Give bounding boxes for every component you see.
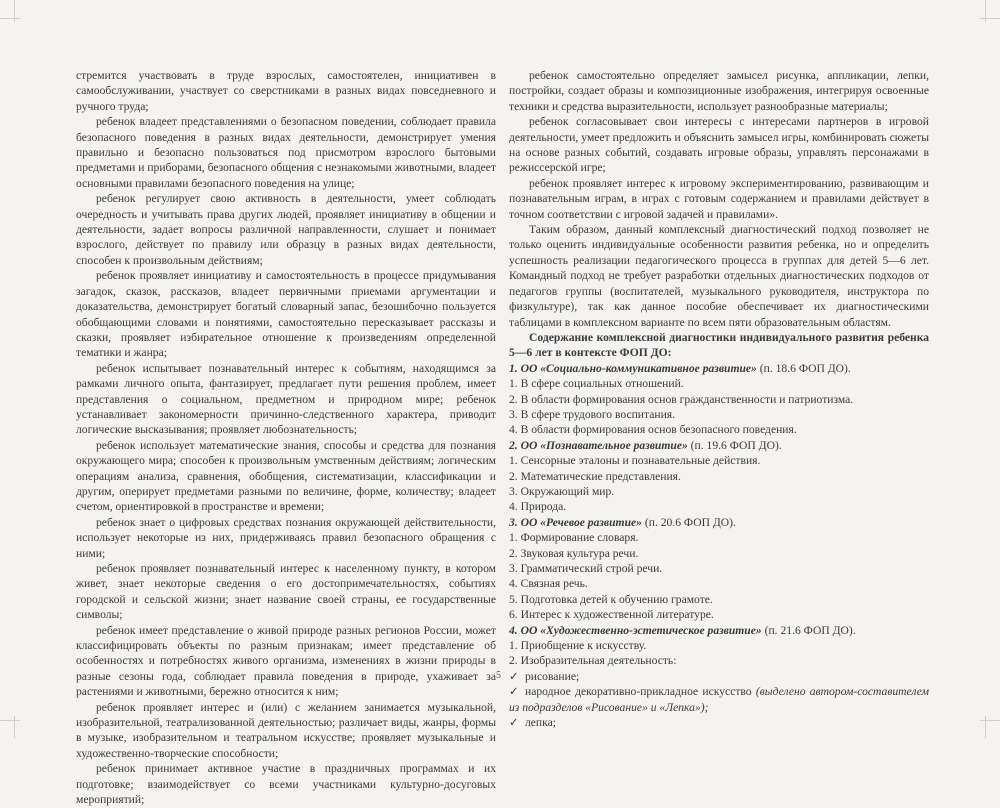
section-number: 1. ОО xyxy=(509,361,538,375)
page-number: 5 xyxy=(496,670,501,681)
checklist-text: народное декоративно-прикладное искусство xyxy=(525,685,752,699)
section-title xyxy=(509,438,929,453)
section-name: «Социально-коммуникативное развитие» xyxy=(540,361,757,375)
list-item: 3. В сфере трудового воспитания. xyxy=(509,407,676,421)
checkmark-icon: ✓ xyxy=(509,716,519,730)
paragraph: ребенок принимает активное участие в праздничных программах и их подготовке; взаимодействует со всеми участниками культурно-досуговых мероприятий; xyxy=(76,762,496,807)
checklist-item xyxy=(509,684,929,715)
section-ref: (п. 19.6 ФОП ДО). xyxy=(690,438,782,452)
section-ref: (п. 21.6 ФОП ДО). xyxy=(764,623,856,637)
checkmark-icon: ✓ xyxy=(509,685,519,699)
checklist-text: лепка; xyxy=(525,716,556,730)
section-name: «Познавательное развитие» xyxy=(540,438,688,452)
section-number: 4. ОО xyxy=(509,623,538,637)
checklist-text: рисование; xyxy=(525,669,580,683)
list-item: 4. Природа. xyxy=(509,500,567,514)
paragraph: ребенок имеет представление о живой природе разных регионов России, может классифицировать объекты по разным признакам; имеет представление об особенностях и потребностях живого организма, изменениях в жизни природы в разные сезоны года, соблюдает правила поведения в природе, ухаживает за растениями и животными, бережно относится к ним; xyxy=(76,623,496,699)
section-title xyxy=(509,361,929,376)
list-item: 1. Сенсорные эталоны и познавательные действия. xyxy=(509,454,761,468)
list-item: 1. Приобщение к искусству. xyxy=(509,639,647,653)
paragraph: ребенок использует математические знания, способы и средства для познания окружающего мира; способен к произвольным умственным действиям; логическим операциям анализа, сравнения, обобщения, систематизации, классификации и другим, оперирует предметами разными по величине, форме, количеству; владеет счетом, ориентировкой в пространстве и времени; xyxy=(76,438,496,514)
paragraph: ребенок проявляет интерес к игровому экспериментированию, развивающим и познавательным играм, в играх с готовым содержанием и правилами действует в точном соответствии с игровой задачей и правилами». xyxy=(509,176,929,221)
paragraph: ребенок согласовывает свои интересы с интересами партнеров в игровой деятельности, умеет предложить и объяснить замысел игры, комбинировать сюжеты на основе разных событий, создавать игровые образы, управлять персонажами в режиссерской игре; xyxy=(509,115,929,175)
list-item: 2. Математические представления. xyxy=(509,469,681,483)
section-ref: (п. 20.6 ФОП ДО). xyxy=(644,515,736,529)
checkmark-icon: ✓ xyxy=(509,669,519,683)
list-item: 4. В области формирования основ безопасного поведения. xyxy=(509,423,797,437)
section-heading: Содержание комплексной диагностики индивидуального развития ребенка 5—6 лет в контексте ФОП ДО: xyxy=(509,330,929,360)
crop-mark xyxy=(980,18,1000,19)
paragraph: ребенок проявляет инициативу и самостоятельность в процессе придумывания загадок, сказок, рассказов, владеет первичными приемами аргументации и доказательства, демонстрирует богатый словарный запас, безошибочно пользуется обобщающими словами и понятиями, самостоятельно пересказывает рассказы и сказки, проявляет избирательное отношение к произведениям определенной тематики и жанра; xyxy=(76,269,496,360)
list-item: 5. Подготовка детей к обучению грамоте. xyxy=(509,592,713,606)
list-item: 2. Изобразительная деятельность: xyxy=(509,654,677,668)
checklist-note: (выделено автором-составителем из подразделов «Рисование» и «Лепка»); xyxy=(509,685,929,714)
crop-mark xyxy=(980,720,1000,721)
list-item: 1. Формирование словаря. xyxy=(509,531,639,545)
paragraph: ребенок самостоятельно определяет замысел рисунка, аппликации, лепки, постройки, создает образы и композиционные изображения, интегрируя освоенные техники и средства выразительности, использует разнообразные материалы; xyxy=(509,69,929,113)
crop-mark xyxy=(0,18,20,19)
paragraph: ребенок испытывает познавательный интерес к событиям, находящимся за рамками личного опыта, фантазирует, предлагает пути решения проблем, имеет представления о социальном, предметном и природном мире; ребенок устанавливает закономерности причинно-следственного характера, приводит логические высказывания; проявляет любознательность; xyxy=(76,361,496,437)
section-number: 3. ОО xyxy=(509,515,538,529)
section-number: 2. ОО xyxy=(509,438,538,452)
section-title xyxy=(509,515,929,530)
paragraph: стремится участвовать в труде взрослых, самостоятелен, инициативен в самообслуживании, участвует со сверстниками в разных видах повседневного и ручного труда; xyxy=(76,69,496,113)
right-column xyxy=(509,68,929,730)
list-item: 4. Связная речь. xyxy=(509,577,588,591)
list-item: 1. В сфере социальных отношений. xyxy=(509,377,684,391)
left-column xyxy=(76,68,496,808)
checklist-item xyxy=(509,715,929,730)
section-title xyxy=(509,623,929,638)
section-name: «Речевое развитие» xyxy=(540,515,642,529)
paragraph: ребенок проявляет интерес и (или) с желанием занимается музыкальной, изобразительной, театрализованной деятельностью; различает виды, жанры, формы в музыке, изобразительном и театральном искусстве; проявляет музыкальные и художественно-творческие способности; xyxy=(76,700,496,760)
crop-mark xyxy=(0,720,20,721)
list-item: 2. Звуковая культура речи. xyxy=(509,546,639,560)
paragraph: ребенок владеет представлениями о безопасном поведении, соблюдает правила безопасного поведения в разных видах деятельности, демонстрирует умения правильно и безопасно пользоваться под присмотром взрослого бытовыми предметами и приборами, безопасного общения с незнакомыми животными, владеет основными правилами безопасного поведения на улице; xyxy=(76,115,496,190)
paragraph: ребенок регулирует свою активность в деятельности, умеет соблюдать очередность и учитывать права других людей, проявляет инициативу в общении и деятельности, задает вопросы различной направленности, слушает и понимает взрослого, действует по правилу или образцу в разных видах деятельности, способен к произвольным действиям; xyxy=(76,192,496,267)
paragraph: Таким образом, данный комплексный диагностический подход позволяет не только оценить индивидуальные особенности развития ребенка, но и определить успешность реализации педагогического процесса в группах для детей 5—6 лет. Командный подход не требует разработки отдельных диагностических подходов от педагогов группы (воспитателей, музыкального руководителя, инструктора по физкультуре), так как данное пособие обеспечивает их диагностическими таблицами в комплексном варианте по всем пяти образовательным областям. xyxy=(509,223,929,329)
paragraph: ребенок проявляет познавательный интерес к населенному пункту, в котором живет, знает некоторые сведения о его достопримечательностях, событиях городской и сельской жизни; знает название своей страны, ее государственные символы; xyxy=(76,562,496,622)
checklist-item xyxy=(509,669,929,684)
list-item: 6. Интерес к художественной литературе. xyxy=(509,608,714,622)
section-name: «Художественно-эстетическое развитие» xyxy=(540,623,762,637)
list-item: 2. В области формирования основ гражданственности и патриотизма. xyxy=(509,392,854,406)
list-item: 3. Грамматический строй речи. xyxy=(509,562,663,575)
list-item: 3. Окружающий мир. xyxy=(509,484,615,498)
section-ref: (п. 18.6 ФОП ДО). xyxy=(759,361,851,375)
paragraph: ребенок знает о цифровых средствах познания окружающей действительности, использует некоторые из них, придерживаясь правил безопасного обращения с ними; xyxy=(76,515,496,560)
